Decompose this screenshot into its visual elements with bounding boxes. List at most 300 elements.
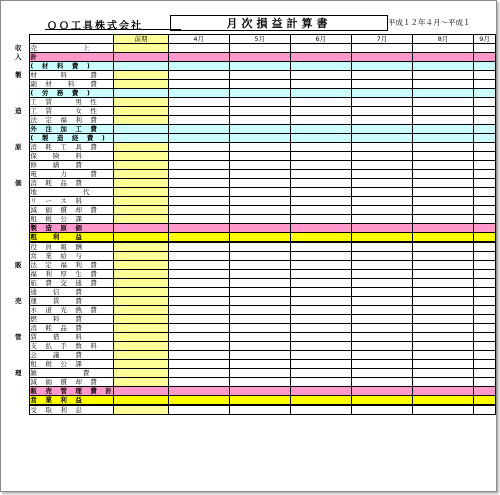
month-value-cell[interactable]: [229, 261, 290, 270]
month-value-cell[interactable]: [413, 351, 474, 360]
zenki-cell[interactable]: [114, 179, 168, 188]
month-value-cell[interactable]: [474, 378, 496, 387]
month-value-cell[interactable]: [413, 306, 474, 315]
month-value-cell[interactable]: [290, 360, 351, 369]
month-value-cell[interactable]: [229, 252, 290, 261]
side-category-cell: [15, 62, 30, 71]
month-value-cell[interactable]: [413, 125, 474, 134]
month-value-cell[interactable]: [229, 242, 290, 252]
month-value-cell[interactable]: [351, 107, 412, 116]
month-value-cell[interactable]: [474, 116, 496, 125]
month-value-cell[interactable]: [351, 315, 412, 324]
month-value-cell[interactable]: [474, 261, 496, 270]
month-value-cell[interactable]: [413, 44, 474, 53]
month-value-cell[interactable]: [229, 170, 290, 179]
month-value-cell[interactable]: [413, 170, 474, 179]
month-value-cell[interactable]: [413, 342, 474, 351]
month-value-cell[interactable]: [290, 261, 351, 270]
month-value-cell[interactable]: [413, 62, 474, 71]
month-value-cell[interactable]: [351, 62, 412, 71]
month-value-cell[interactable]: [351, 179, 412, 188]
month-value-cell[interactable]: [290, 206, 351, 215]
month-value-cell[interactable]: [474, 405, 496, 415]
month-value-cell[interactable]: [168, 324, 229, 333]
table-row: [15, 405, 496, 415]
month-value-cell[interactable]: [168, 333, 229, 342]
zenki-cell[interactable]: [114, 233, 168, 243]
zenki-cell[interactable]: [114, 369, 168, 378]
month-value-cell[interactable]: [474, 197, 496, 206]
month-value-cell[interactable]: [413, 242, 474, 252]
month-value-cell[interactable]: [413, 405, 474, 415]
zenki-cell[interactable]: [114, 71, 168, 80]
month-value-cell[interactable]: [474, 125, 496, 134]
month-value-cell[interactable]: [474, 351, 496, 360]
month-value-cell[interactable]: [474, 179, 496, 188]
month-value-cell[interactable]: [474, 71, 496, 80]
month-value-cell[interactable]: [413, 98, 474, 107]
month-value-cell[interactable]: [290, 351, 351, 360]
month-value-cell[interactable]: [290, 224, 351, 233]
month-value-cell[interactable]: [168, 396, 229, 406]
month-value-cell[interactable]: [290, 152, 351, 161]
month-value-cell[interactable]: [351, 279, 412, 288]
month-value-cell[interactable]: [413, 89, 474, 98]
side-category-cell: [15, 252, 30, 261]
month-value-cell[interactable]: [351, 387, 412, 396]
zenki-cell[interactable]: [114, 152, 168, 161]
month-value-cell[interactable]: [351, 261, 412, 270]
month-value-cell[interactable]: [290, 44, 351, 53]
month-value-cell[interactable]: [290, 89, 351, 98]
zenki-cell[interactable]: [114, 89, 168, 98]
month-value-cell[interactable]: [229, 306, 290, 315]
account-label: 保 険 料: [30, 152, 114, 161]
month-value-cell[interactable]: [413, 396, 474, 406]
month-value-cell[interactable]: [351, 252, 412, 261]
month-value-cell[interactable]: [351, 170, 412, 179]
month-value-cell[interactable]: [474, 62, 496, 71]
month-value-cell[interactable]: [168, 197, 229, 206]
month-value-cell[interactable]: [290, 62, 351, 71]
month-value-cell[interactable]: [351, 306, 412, 315]
month-value-cell[interactable]: [474, 134, 496, 143]
zenki-cell[interactable]: [114, 261, 168, 270]
month-value-cell[interactable]: [168, 315, 229, 324]
month-value-cell[interactable]: [290, 315, 351, 324]
zenki-cell[interactable]: [114, 188, 168, 197]
month-value-cell[interactable]: [290, 233, 351, 243]
month-value-cell[interactable]: [351, 342, 412, 351]
month-value-cell[interactable]: [413, 387, 474, 396]
month-value-cell[interactable]: [474, 333, 496, 342]
month-value-cell[interactable]: [168, 405, 229, 415]
zenki-cell[interactable]: [114, 206, 168, 215]
month-value-cell[interactable]: [290, 333, 351, 342]
zenki-cell[interactable]: [114, 242, 168, 252]
month-value-cell[interactable]: [351, 378, 412, 387]
month-value-cell[interactable]: [351, 297, 412, 306]
month-value-cell[interactable]: [351, 206, 412, 215]
month-value-cell[interactable]: [229, 53, 290, 62]
month-value-cell[interactable]: [229, 98, 290, 107]
table-row: [15, 197, 496, 206]
month-value-cell[interactable]: [168, 107, 229, 116]
month-value-cell[interactable]: [168, 44, 229, 53]
zenki-cell[interactable]: [114, 297, 168, 306]
zenki-cell[interactable]: [114, 170, 168, 179]
month-value-cell[interactable]: [413, 71, 474, 80]
month-value-cell[interactable]: [474, 324, 496, 333]
month-value-cell[interactable]: [168, 387, 229, 396]
month-value-cell[interactable]: [229, 44, 290, 53]
month-value-cell[interactable]: [168, 152, 229, 161]
month-value-cell[interactable]: [413, 270, 474, 279]
zenki-cell[interactable]: [114, 161, 168, 170]
month-value-cell[interactable]: [351, 161, 412, 170]
month-value-cell[interactable]: [168, 161, 229, 170]
month-value-cell[interactable]: [351, 288, 412, 297]
month-value-cell[interactable]: [229, 179, 290, 188]
month-value-cell[interactable]: [413, 179, 474, 188]
month-value-cell[interactable]: [229, 89, 290, 98]
month-value-cell[interactable]: [413, 188, 474, 197]
month-value-cell[interactable]: [351, 152, 412, 161]
zenki-cell[interactable]: [114, 405, 168, 415]
month-value-cell[interactable]: [168, 98, 229, 107]
month-value-cell[interactable]: [168, 206, 229, 215]
month-value-cell[interactable]: [290, 288, 351, 297]
month-value-cell[interactable]: [351, 125, 412, 134]
month-value-cell[interactable]: [290, 125, 351, 134]
month-value-cell[interactable]: [351, 324, 412, 333]
month-value-cell[interactable]: [413, 315, 474, 324]
account-label: 工 賃 男 性: [30, 98, 114, 107]
month-value-cell[interactable]: [474, 170, 496, 179]
month-value-cell[interactable]: [351, 233, 412, 243]
zenki-cell[interactable]: [114, 315, 168, 324]
month-value-cell[interactable]: [413, 80, 474, 89]
month-value-cell[interactable]: [413, 161, 474, 170]
month-value-cell[interactable]: [351, 270, 412, 279]
month-value-cell[interactable]: [290, 179, 351, 188]
month-value-cell[interactable]: [413, 134, 474, 143]
month-value-cell[interactable]: [413, 261, 474, 270]
month-value-cell[interactable]: [290, 297, 351, 306]
month-value-cell[interactable]: [168, 71, 229, 80]
month-value-cell[interactable]: [229, 125, 290, 134]
month-value-cell[interactable]: [168, 170, 229, 179]
month-value-cell[interactable]: [290, 242, 351, 252]
column-header-month: 5月: [229, 35, 290, 44]
month-value-cell[interactable]: [168, 179, 229, 188]
zenki-cell[interactable]: [114, 378, 168, 387]
month-value-cell[interactable]: [229, 161, 290, 170]
zenki-cell[interactable]: [114, 252, 168, 261]
month-value-cell[interactable]: [413, 107, 474, 116]
zenki-cell[interactable]: [114, 333, 168, 342]
month-value-cell[interactable]: [413, 116, 474, 125]
side-category-cell: [15, 152, 30, 161]
month-value-cell[interactable]: [229, 224, 290, 233]
month-value-cell[interactable]: [474, 188, 496, 197]
month-value-cell[interactable]: [474, 270, 496, 279]
month-value-cell[interactable]: [168, 188, 229, 197]
account-label: 地 代: [30, 188, 114, 197]
zenki-cell[interactable]: [114, 116, 168, 125]
zenki-cell[interactable]: [114, 107, 168, 116]
month-value-cell[interactable]: [290, 387, 351, 396]
month-value-cell[interactable]: [229, 369, 290, 378]
zenki-cell[interactable]: [114, 279, 168, 288]
month-value-cell[interactable]: [474, 288, 496, 297]
month-value-cell[interactable]: [474, 297, 496, 306]
month-value-cell[interactable]: [168, 342, 229, 351]
month-value-cell[interactable]: [474, 206, 496, 215]
month-value-cell[interactable]: [413, 197, 474, 206]
month-value-cell[interactable]: [229, 360, 290, 369]
month-value-cell[interactable]: [229, 378, 290, 387]
month-value-cell[interactable]: [290, 107, 351, 116]
month-value-cell[interactable]: [413, 279, 474, 288]
month-value-cell[interactable]: [351, 360, 412, 369]
zenki-cell[interactable]: [114, 53, 168, 62]
zenki-cell[interactable]: [114, 224, 168, 233]
month-value-cell[interactable]: [474, 107, 496, 116]
month-value-cell[interactable]: [474, 233, 496, 243]
zenki-cell[interactable]: [114, 387, 168, 396]
zenki-cell[interactable]: [114, 288, 168, 297]
month-value-cell[interactable]: [413, 152, 474, 161]
month-value-cell[interactable]: [351, 405, 412, 415]
month-value-cell[interactable]: [168, 297, 229, 306]
month-value-cell[interactable]: [229, 324, 290, 333]
month-value-cell[interactable]: [168, 116, 229, 125]
month-value-cell[interactable]: [413, 233, 474, 243]
month-value-cell[interactable]: [413, 324, 474, 333]
month-value-cell[interactable]: [229, 233, 290, 243]
month-value-cell[interactable]: [351, 53, 412, 62]
month-value-cell[interactable]: [229, 116, 290, 125]
month-value-cell[interactable]: [229, 396, 290, 406]
month-value-cell[interactable]: [474, 252, 496, 261]
month-value-cell[interactable]: [351, 351, 412, 360]
month-value-cell[interactable]: [229, 134, 290, 143]
month-value-cell[interactable]: [474, 279, 496, 288]
month-value-cell[interactable]: [474, 161, 496, 170]
month-value-cell[interactable]: [229, 206, 290, 215]
month-value-cell[interactable]: [413, 297, 474, 306]
month-value-cell[interactable]: [413, 53, 474, 62]
zenki-cell[interactable]: [114, 270, 168, 279]
zenki-cell[interactable]: [114, 143, 168, 152]
month-value-cell[interactable]: [474, 53, 496, 62]
month-value-cell[interactable]: [290, 116, 351, 125]
month-value-cell[interactable]: [290, 80, 351, 89]
month-value-cell[interactable]: [229, 197, 290, 206]
month-value-cell[interactable]: [351, 116, 412, 125]
month-value-cell[interactable]: [168, 279, 229, 288]
month-value-cell[interactable]: [229, 143, 290, 152]
month-value-cell[interactable]: [351, 98, 412, 107]
month-value-cell[interactable]: [168, 369, 229, 378]
month-value-cell[interactable]: [168, 143, 229, 152]
month-value-cell[interactable]: [229, 107, 290, 116]
month-value-cell[interactable]: [168, 224, 229, 233]
month-value-cell[interactable]: [474, 80, 496, 89]
month-value-cell[interactable]: [474, 242, 496, 252]
month-value-cell[interactable]: [474, 315, 496, 324]
month-value-cell[interactable]: [474, 152, 496, 161]
month-value-cell[interactable]: [290, 53, 351, 62]
month-value-cell[interactable]: [351, 143, 412, 152]
month-value-cell[interactable]: [229, 315, 290, 324]
zenki-cell[interactable]: [114, 351, 168, 360]
month-value-cell[interactable]: [474, 98, 496, 107]
month-value-cell[interactable]: [474, 44, 496, 53]
month-value-cell[interactable]: [168, 351, 229, 360]
month-value-cell[interactable]: [351, 215, 412, 224]
month-value-cell[interactable]: [168, 89, 229, 98]
month-value-cell[interactable]: [474, 224, 496, 233]
month-value-cell[interactable]: [474, 369, 496, 378]
zenki-cell[interactable]: [114, 98, 168, 107]
zenki-cell[interactable]: [114, 360, 168, 369]
month-value-cell[interactable]: [290, 252, 351, 261]
month-value-cell[interactable]: [290, 396, 351, 406]
month-value-cell[interactable]: [351, 224, 412, 233]
month-value-cell[interactable]: [229, 297, 290, 306]
month-value-cell[interactable]: [413, 369, 474, 378]
month-value-cell[interactable]: [474, 306, 496, 315]
month-value-cell[interactable]: [351, 369, 412, 378]
month-value-cell[interactable]: [168, 306, 229, 315]
month-value-cell[interactable]: [168, 288, 229, 297]
month-value-cell[interactable]: [351, 44, 412, 53]
month-value-cell[interactable]: [290, 405, 351, 415]
month-value-cell[interactable]: [351, 197, 412, 206]
month-value-cell[interactable]: [474, 396, 496, 406]
zenki-cell[interactable]: [114, 80, 168, 89]
month-value-cell[interactable]: [474, 342, 496, 351]
month-value-cell[interactable]: [474, 387, 496, 396]
zenki-cell[interactable]: [114, 197, 168, 206]
month-value-cell[interactable]: [413, 206, 474, 215]
zenki-cell[interactable]: [114, 396, 168, 406]
month-value-cell[interactable]: [168, 270, 229, 279]
month-value-cell[interactable]: [413, 360, 474, 369]
month-value-cell[interactable]: [290, 143, 351, 152]
month-value-cell[interactable]: [229, 270, 290, 279]
month-value-cell[interactable]: [290, 71, 351, 80]
month-value-cell[interactable]: [290, 279, 351, 288]
zenki-cell[interactable]: [114, 44, 168, 53]
zenki-cell[interactable]: [114, 125, 168, 134]
month-value-cell[interactable]: [168, 125, 229, 134]
month-value-cell[interactable]: [290, 188, 351, 197]
month-value-cell[interactable]: [351, 89, 412, 98]
month-value-cell[interactable]: [290, 369, 351, 378]
month-value-cell[interactable]: [229, 351, 290, 360]
month-value-cell[interactable]: [168, 261, 229, 270]
month-value-cell[interactable]: [413, 333, 474, 342]
month-value-cell[interactable]: [168, 252, 229, 261]
zenki-cell[interactable]: [114, 324, 168, 333]
zenki-cell[interactable]: [114, 134, 168, 143]
month-value-cell[interactable]: [229, 333, 290, 342]
month-value-cell[interactable]: [168, 360, 229, 369]
month-value-cell[interactable]: [474, 360, 496, 369]
month-value-cell[interactable]: [413, 288, 474, 297]
month-value-cell[interactable]: [351, 80, 412, 89]
month-value-cell[interactable]: [474, 215, 496, 224]
month-value-cell[interactable]: [229, 387, 290, 396]
month-value-cell[interactable]: [168, 215, 229, 224]
month-value-cell[interactable]: [229, 405, 290, 415]
month-value-cell[interactable]: [229, 215, 290, 224]
month-value-cell[interactable]: [290, 161, 351, 170]
month-value-cell[interactable]: [229, 80, 290, 89]
month-value-cell[interactable]: [351, 188, 412, 197]
month-value-cell[interactable]: [168, 134, 229, 143]
month-value-cell[interactable]: [290, 306, 351, 315]
month-value-cell[interactable]: [413, 143, 474, 152]
month-value-cell[interactable]: [474, 89, 496, 98]
zenki-cell[interactable]: [114, 62, 168, 71]
month-value-cell[interactable]: [229, 288, 290, 297]
month-value-cell[interactable]: [290, 134, 351, 143]
month-value-cell[interactable]: [413, 215, 474, 224]
month-value-cell[interactable]: [229, 342, 290, 351]
month-value-cell[interactable]: [229, 188, 290, 197]
month-value-cell[interactable]: [351, 242, 412, 252]
month-value-cell[interactable]: [413, 224, 474, 233]
month-value-cell[interactable]: [168, 80, 229, 89]
month-value-cell[interactable]: [229, 152, 290, 161]
zenki-cell[interactable]: [114, 215, 168, 224]
month-value-cell[interactable]: [168, 233, 229, 243]
month-value-cell[interactable]: [168, 378, 229, 387]
month-value-cell[interactable]: [290, 342, 351, 351]
table-row: [15, 215, 496, 224]
month-value-cell[interactable]: [290, 324, 351, 333]
month-value-cell[interactable]: [168, 53, 229, 62]
month-value-cell[interactable]: [290, 170, 351, 179]
month-value-cell[interactable]: [351, 333, 412, 342]
month-value-cell[interactable]: [290, 197, 351, 206]
column-header-month: 6月: [290, 35, 351, 44]
zenki-cell[interactable]: [114, 306, 168, 315]
month-value-cell[interactable]: [229, 279, 290, 288]
month-value-cell[interactable]: [351, 134, 412, 143]
month-value-cell[interactable]: [290, 270, 351, 279]
zenki-cell[interactable]: [114, 342, 168, 351]
month-value-cell[interactable]: [351, 396, 412, 406]
month-value-cell[interactable]: [229, 71, 290, 80]
table-row: [15, 324, 496, 333]
table-row: [15, 44, 496, 53]
month-value-cell[interactable]: [413, 252, 474, 261]
month-value-cell[interactable]: [290, 378, 351, 387]
month-value-cell[interactable]: [168, 62, 229, 71]
month-value-cell[interactable]: [168, 242, 229, 252]
month-value-cell[interactable]: [229, 62, 290, 71]
month-value-cell[interactable]: [351, 71, 412, 80]
month-value-cell[interactable]: [413, 378, 474, 387]
month-value-cell[interactable]: [290, 215, 351, 224]
month-value-cell[interactable]: [474, 143, 496, 152]
month-value-cell[interactable]: [290, 98, 351, 107]
